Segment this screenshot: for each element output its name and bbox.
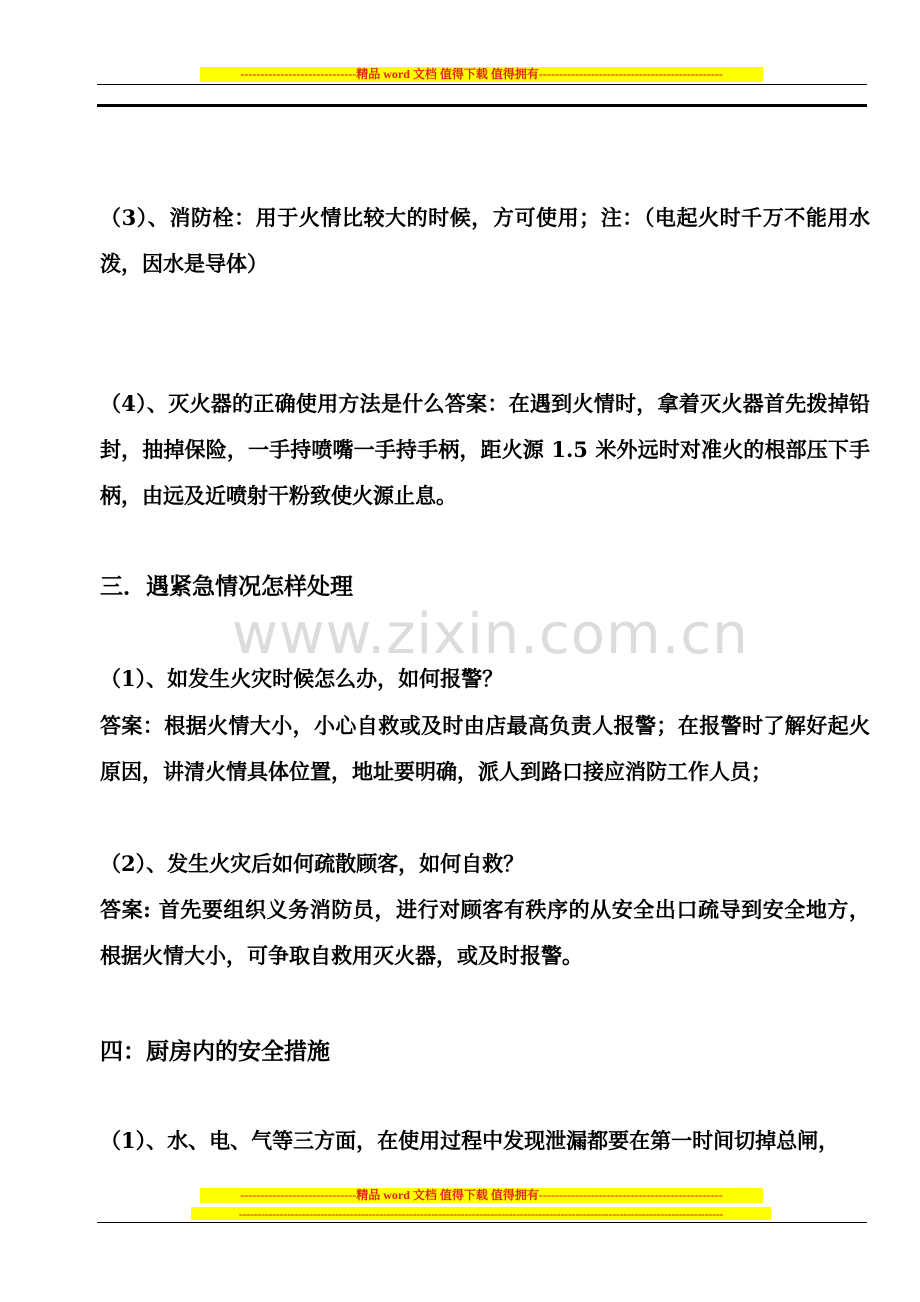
header-banner: -----------------------------精品 word 文档 值得下载 值得拥有----------------------------------------------	[200, 67, 763, 82]
watermark: www.zixin.com.cn	[232, 602, 749, 667]
section-heading-kitchen-safety: 四：厨房内的安全措施	[100, 1039, 330, 1065]
paragraph-extinguisher-usage: （4）、灭火器的正确使用方法是什么答案：在遇到火情时，拿着灭火器首先拨掉铅封，抽掉保险，一手持喷嘴一手持手柄，距火源 1.5 米外远时对准火的根部压下手柄，由远及近喷射干粉致使火源止息。	[100, 391, 870, 508]
answer-evacuation: 答案: 首先要组织义务消防员，进行对顾客有秩序的从安全出口疏导到安全地方，根据火情大小，可争取自救用灭火器，或及时报警。	[100, 897, 870, 968]
question-fire-report: （1）、如发生火灾时候怎么办，如何报警？	[100, 666, 504, 691]
footer-banner: -----------------------------精品 word 文档 值得下载 值得拥有----------------------------------------------	[200, 1188, 763, 1203]
paragraph-fire-hydrant: （3）、消防栓：用于火情比较大的时候，方可使用；注：（电起火时千万不能用水泼，因水是导体）	[100, 205, 870, 276]
section-heading-emergency: 三．遇紧急情况怎样处理	[100, 574, 353, 600]
header-rule-thin	[97, 84, 867, 85]
footer-dash-line: -----------------------------------------------------------------------------------------------------------------------------------	[191, 1207, 771, 1220]
answer-fire-report: 答案：根据火情大小，小心自救或及时由店最高负责人报警；在报警时了解好起火原因，讲清火情具体位置，地址要明确，派人到路口接应消防工作人员；	[100, 713, 870, 784]
header-rule-thick	[97, 104, 867, 107]
question-evacuation: （2）、发生火灾后如何疏散顾客，如何自救？	[100, 851, 525, 876]
footer-rule	[97, 1222, 867, 1223]
paragraph-kitchen-utilities: （1）、水、电、气等三方面，在使用过程中发现泄漏都要在第一时间切掉总闸，	[100, 1128, 840, 1153]
